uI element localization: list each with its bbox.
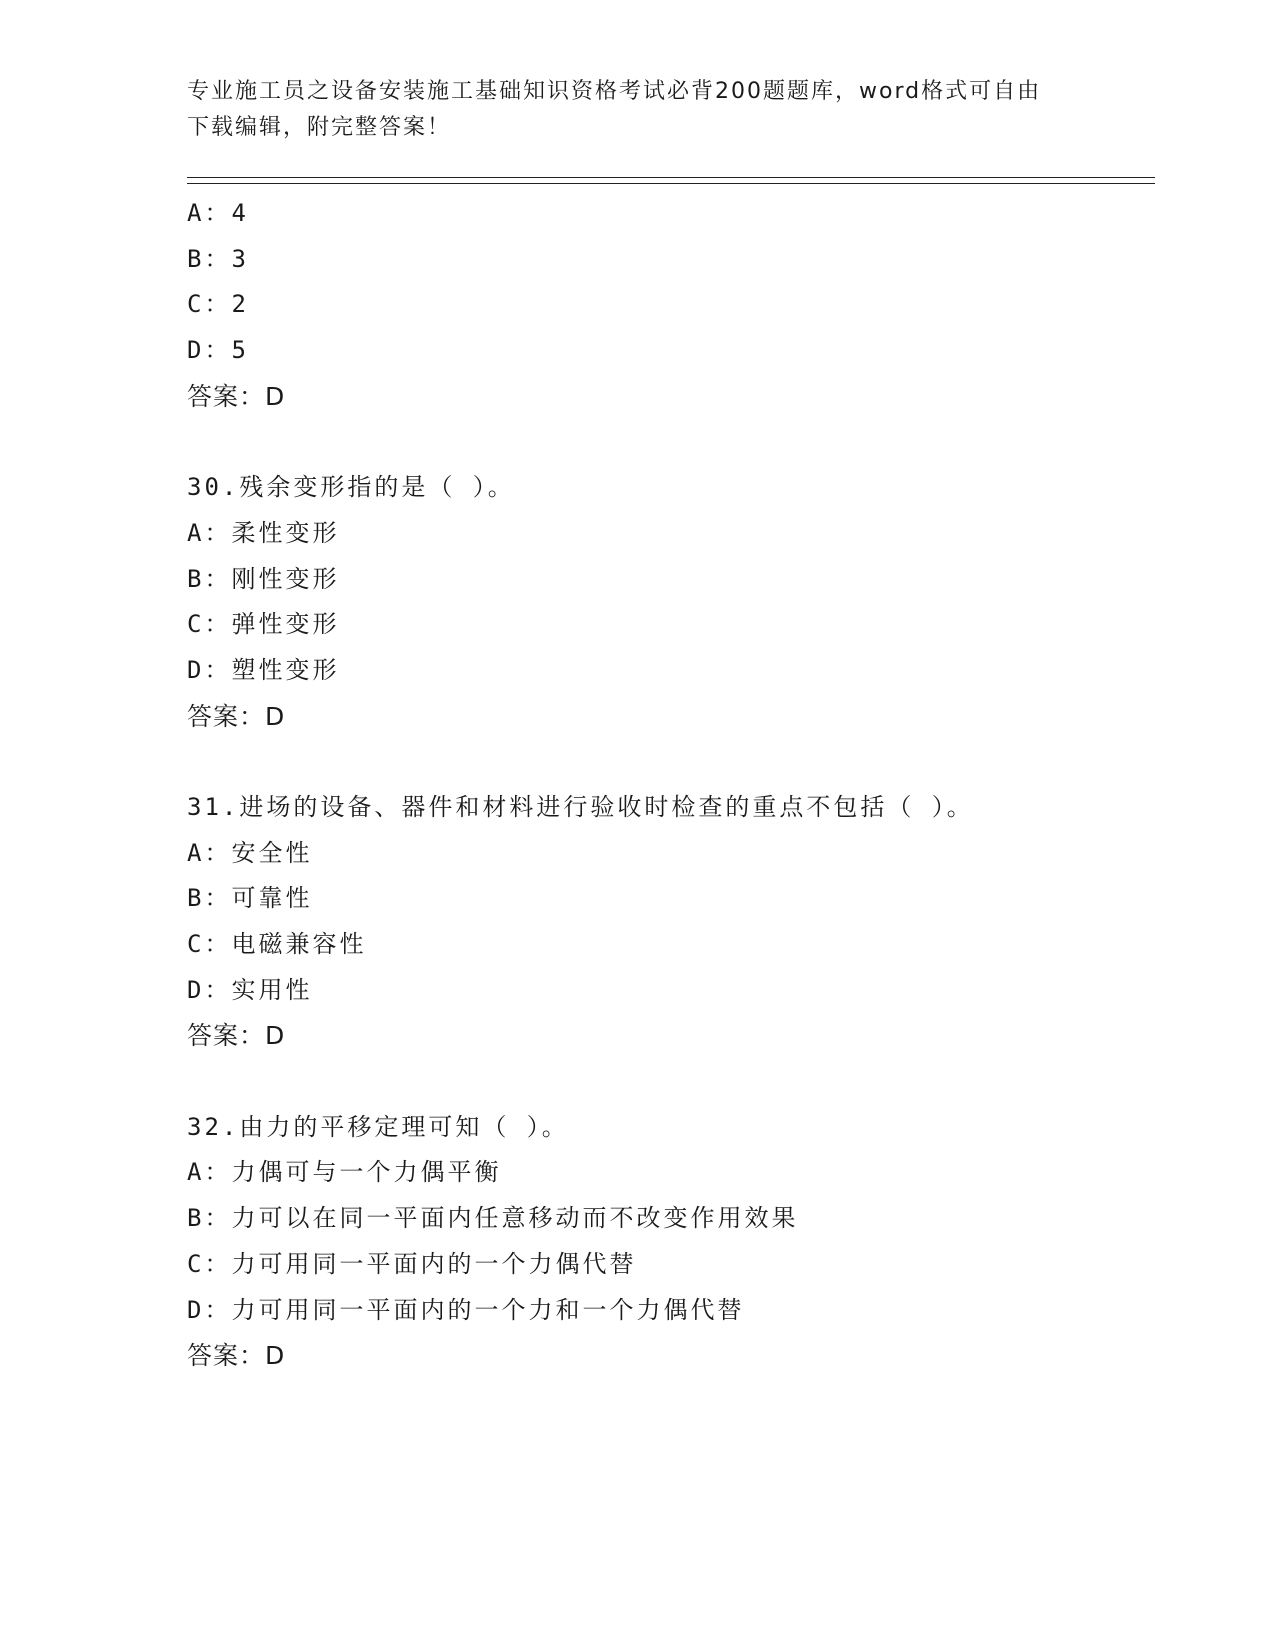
spacer <box>187 419 1147 465</box>
option-b: B：刚性变形 <box>187 564 340 593</box>
question-31 <box>187 785 1147 1059</box>
option-d: D：力可用同一平面内的一个力和一个力偶代替 <box>187 1295 745 1324</box>
option-a: A：4 <box>187 199 249 227</box>
page-header <box>187 74 1067 146</box>
option-c: C：力可用同一平面内的一个力偶代替 <box>187 1249 637 1278</box>
spacer <box>187 1059 1147 1105</box>
option-c: C：电磁兼容性 <box>187 930 367 958</box>
header-divider <box>187 177 1155 184</box>
answer: 答案：D <box>187 1341 286 1371</box>
answer: 答案：D <box>187 381 286 411</box>
question-32 <box>187 1105 1147 1379</box>
question-stem: 31.进场的设备、器件和材料进行验收时检查的重点不包括（ ）。 <box>187 792 974 821</box>
answer: 答案：D <box>187 701 286 731</box>
option-c: C：2 <box>187 290 249 319</box>
option-a: A：力偶可与一个力偶平衡 <box>187 1158 502 1187</box>
option-d: D：塑性变形 <box>187 655 340 684</box>
answer: 答案：D <box>187 1021 286 1051</box>
option-c: C：弹性变形 <box>187 610 340 639</box>
question-stem: 32.由力的平移定理可知（ ）。 <box>187 1112 569 1141</box>
question-stem: 30.残余变形指的是（ ）。 <box>187 473 515 502</box>
header-title-line-2: 下载编辑，附完整答案！ <box>187 115 452 140</box>
option-a: A：安全性 <box>187 838 313 867</box>
spacer <box>187 739 1147 785</box>
option-d: D：5 <box>187 336 249 365</box>
option-b: B：3 <box>187 244 249 273</box>
question-29 <box>187 191 1147 419</box>
option-b: B：力可以在同一平面内任意移动而不改变作用效果 <box>187 1204 799 1233</box>
option-d: D：实用性 <box>187 975 313 1004</box>
option-a: A：柔性变形 <box>187 518 340 547</box>
question-list <box>187 191 1147 1379</box>
header-title-line-1: 专业施工员之设备安装施工基础知识资格考试必背200题题库，word格式可自由 <box>187 79 1042 104</box>
option-b: B：可靠性 <box>187 884 313 913</box>
question-30 <box>187 465 1147 739</box>
